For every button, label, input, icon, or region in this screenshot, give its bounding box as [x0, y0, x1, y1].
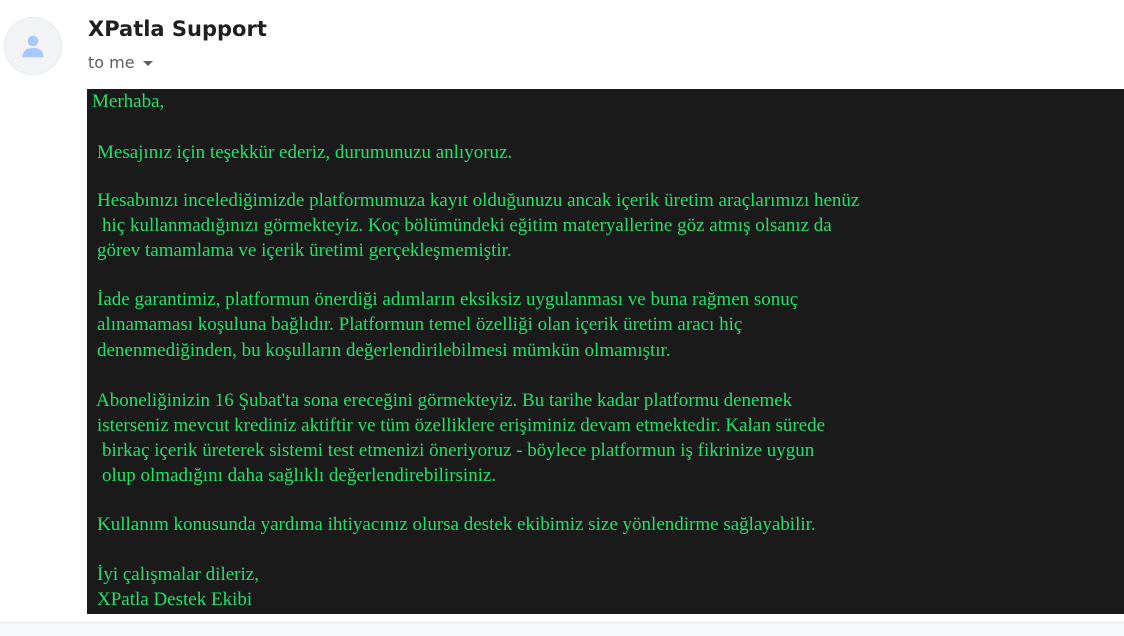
person-icon: [18, 31, 48, 61]
message-line: Aboneliğinizin 16 Şubat'ta sona ereceğini görmekteyiz. Bu tarihe kadar platformu denemek: [96, 390, 793, 411]
message-line: Kullanım konusunda yardıma ihtiyacınız olursa destek ekibimiz size yönlendirme sağlayabilir.: [97, 514, 816, 535]
message-line: Hesabınızı incelediğimizde platformumuza kayıt olduğunuzu ancak içerik üretim araçlarımızı henüz: [97, 190, 860, 211]
message-line: hiç kullanmadığınızı görmekteyiz. Koç bölümündeki eğitim materyallerine göz atmış olsanız da: [102, 215, 832, 236]
message-line: olup olmadığını daha sağlıklı değerlendirebilirsiniz.: [102, 465, 497, 486]
message-line: İade garantimiz, platformun önerdiği adımların eksiksiz uygulanması ve buna rağmen sonuç: [97, 289, 799, 310]
recipient-details-toggle[interactable]: [88, 51, 153, 73]
sender-name[interactable]: XPatla Support: [88, 17, 267, 41]
message-closing: İyi çalışmalar dileriz,: [97, 564, 259, 585]
message-line: birkaç içerik üreterek sistemi test etmenizi öneriyoruz - böylece platformun iş fikrinize uygun: [102, 440, 815, 461]
message-body: [87, 89, 1124, 614]
message-greeting: Merhaba,: [92, 91, 165, 112]
message-line: denenmediğinden, bu koşulların değerlendirilebilmesi mümkün olmamıştır.: [97, 340, 671, 361]
message-line: alınamaması koşuluna bağlıdır. Platformun temel özelliği olan içerik üretim aracı hiç: [97, 314, 743, 335]
bottom-divider: [0, 622, 1124, 636]
message-line: isterseniz mevcut krediniz aktiftir ve tüm özelliklere erişiminiz devam etmektedir. Kalan sürede: [97, 415, 826, 436]
caret-down-icon[interactable]: [143, 61, 153, 66]
sender-avatar[interactable]: [4, 17, 62, 75]
message-line: Mesajınız için teşekkür ederiz, durumunuzu anlıyoruz.: [97, 142, 513, 163]
recipient-label: to me: [88, 52, 135, 72]
message-signature: XPatla Destek Ekibi: [97, 589, 253, 610]
message-line: görev tamamlama ve içerik üretimi gerçekleşmemiştir.: [97, 240, 512, 261]
